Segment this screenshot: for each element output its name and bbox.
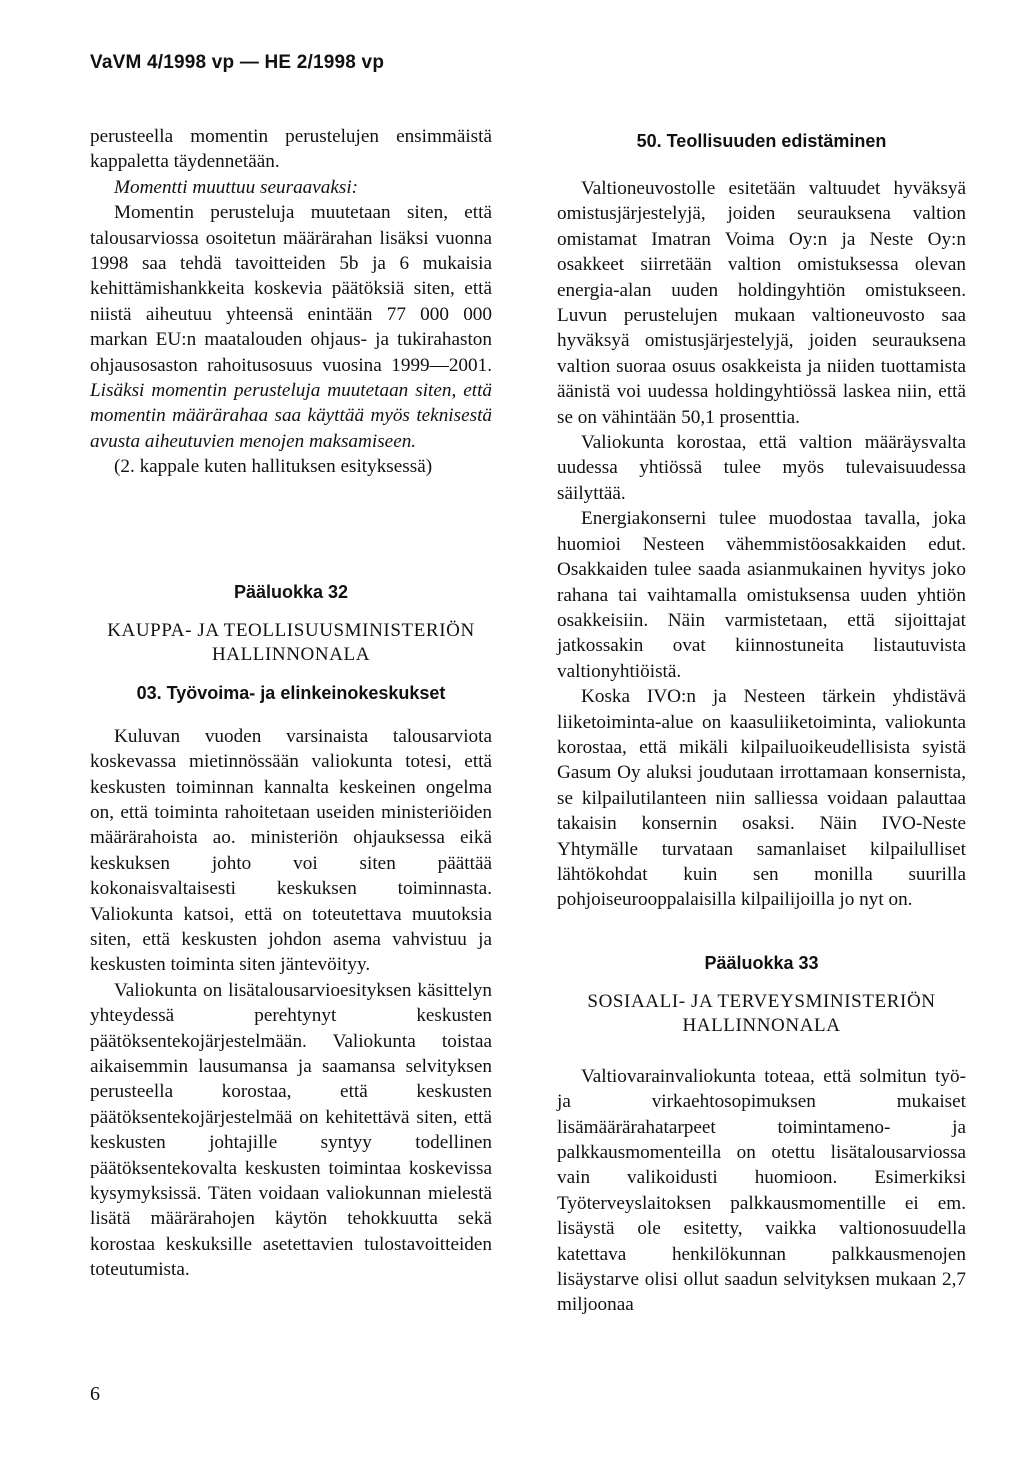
ministry-heading-line: HALLINNONALA [211,643,371,665]
paragraph-text: Momentin perusteluja muutetaan siten, että talousarviossa osoitetun määrärahan lisäksi vuonna 1998 saa tehdä tavoitteiden 5b ja 6 mukaisia kehittämishankkeita koskevia päätöksiä siten, että niistä aiheutuu yhteensä enintään 77 000 000 markan EU:n maatalouden ohjaus- ja tukirahaston ohjausosaston rahoitusosuus vuosina 1999—2001. [90,202,492,376]
paragraph [90,200,492,454]
section-heading: 50. Teollisuuden edistäminen [636,131,887,151]
ministry-heading-line: KAUPPA- JA TEOLLISUUSMINISTERIÖN [107,619,475,641]
amendment-label: Momentti muuttuu seuraavaksi: [114,176,359,198]
paragraph: Energiakonserni tulee muodostaa tavalla, joka huomioi Nesteen vähemmistöosakkaiden edut. Osakkaiden tulee saada asianmukainen hyvitys joko rahana tai vaihtamalla omistuksensa uuden yhtiön osakkeisiin. Näin varmistetaan, että sijoittajat jatkossakin ovat kiinnostuneita listautuvista valtionyhtiöistä. [557,508,966,682]
main-class-heading: Pääluokka 32 [233,581,349,602]
paragraph: Valtiovarainvaliokunta toteaa, että solmitun työ- ja virkaehtosopimuksen mukaiset lisämäärärahatarpeet toimintameno- ja palkkausmomenteilla on otettu lisätalousarviossa vain valikoidusti huomioon. Esimerkiksi Työterveyslaitoksen palkkausmomentille ei em. lisäystä ole esitetty, vaikka valtionosuudella katettava henkilökunnan palkkausmenojen lisäystarve olisi ollut saadun selvityksen mukaan 2,7 miljoonaa [557,1065,966,1316]
main-class-heading: Pääluokka 33 [704,952,819,973]
running-header: VaVM 4/1998 vp — HE 2/1998 vp [90,52,385,73]
ministry-heading-line: HALLINNONALA [682,1014,841,1036]
paragraph-italic-text: Lisäksi momentin perusteluja muutetaan siten, että momentin määrärahaa saa käyttää myös teknisestä avusta aiheutuvien menojen maksamiseen. [90,380,492,452]
ministry-heading-line: SOSIAALI- JA TERVEYSMINISTERIÖN [587,990,936,1012]
paragraph: Valiokunta korostaa, että valtion määräysvalta uudessa yhtiössä tulee myös tulevaisuudessa säilyttää. [557,432,966,504]
left-column [90,124,492,1283]
ministry-heading [557,990,966,1038]
section-heading: 03. Työvoima- ja elinkeinokeskukset [136,682,446,703]
ministry-heading [90,619,492,667]
paragraph: Valiokunta on lisätalousarvioesityksen käsittelyn yhteydessä perehtynyt keskusten päätöksentekojärjestelmään. Valiokunta toistaa aikaisemmin lausumansa ja saamansa selvityksen perusteella korostaa, että keskusten päätöksentekojärjestelmää on kehitettävä siten, että keskusten johtajille syntyy todellinen päätöksentekovalta keskusten toimintaa koskevissa kysymyksissä. Täten voidaan valiokunnan mielestä lisätä määrärahojen käytön tehokkuutta sekä korostaa keskuksille asetettavien tulostavoitteiden toteutumista. [90,979,492,1281]
paragraph: Koska IVO:n ja Nesteen tärkein yhdistävä liiketoiminta-alue on kaasuliiketoiminta, valiokunta korostaa, että mikäli kilpailuoikeudellisista syistä Gasum Oy aluksi joudutaan irrottamaan konsernista, se kilpailutilanteen niin salliessa voidaan palauttaa takaisin konsernin osaksi. Näin IVO-Neste Yhtymälle turvataan samanlaiset kilpailulliset lähtökohdat kuin sen monilla suurilla pohjoiseurooppalaisilla kilpailijoilla jo nyt on. [557,686,966,911]
paragraph: perusteella momentin perustelujen ensimmäistä kappaletta täydennetään. [90,126,492,173]
paragraph: Valtioneuvostolle esitetään valtuudet hyväksyä omistusjärjestelyjä, joiden seurauksena valtion omistamat Imatran Voima Oy:n ja Neste Oy:n osakkeet siirretään valtion omistuksessa olevan energia-alan uuden holdingyhtiön omistukseen. Luvun perustelujen mukaan valtioneuvosto saa hyväksyä omistusjärjestelyjä, joiden seurauksena valtion suoraa osuus osakkeista ja niiden tuottamista äänistä voi uudessa holdingyhtiössä laskea niin, että se on vähintään 50,1 prosenttia. [557,178,966,428]
right-column [557,129,966,1318]
paragraph: (2. kappale kuten hallituksen esityksessä) [114,456,433,478]
paragraph: Kuluvan vuoden varsinaista talousarviota koskevassa mietinnössään valiokunta totesi, että keskusten toiminnan kannalta keskeinen ongelma on, että toiminta rahoitetaan useiden ministeriöiden määrärahoista ao. ministeriön ohjauksessa eikä keskuksen johto voi siten päättää kokonaisvaltaisesti keskuksen toiminnasta. Valiokunta katsoi, että on toteutettava muutoksia siten, että keskusten johdon asema vahvistuu ja keskusten toiminta siten jäntevöityy. [90,725,492,976]
page-number: 6 [90,1383,100,1405]
